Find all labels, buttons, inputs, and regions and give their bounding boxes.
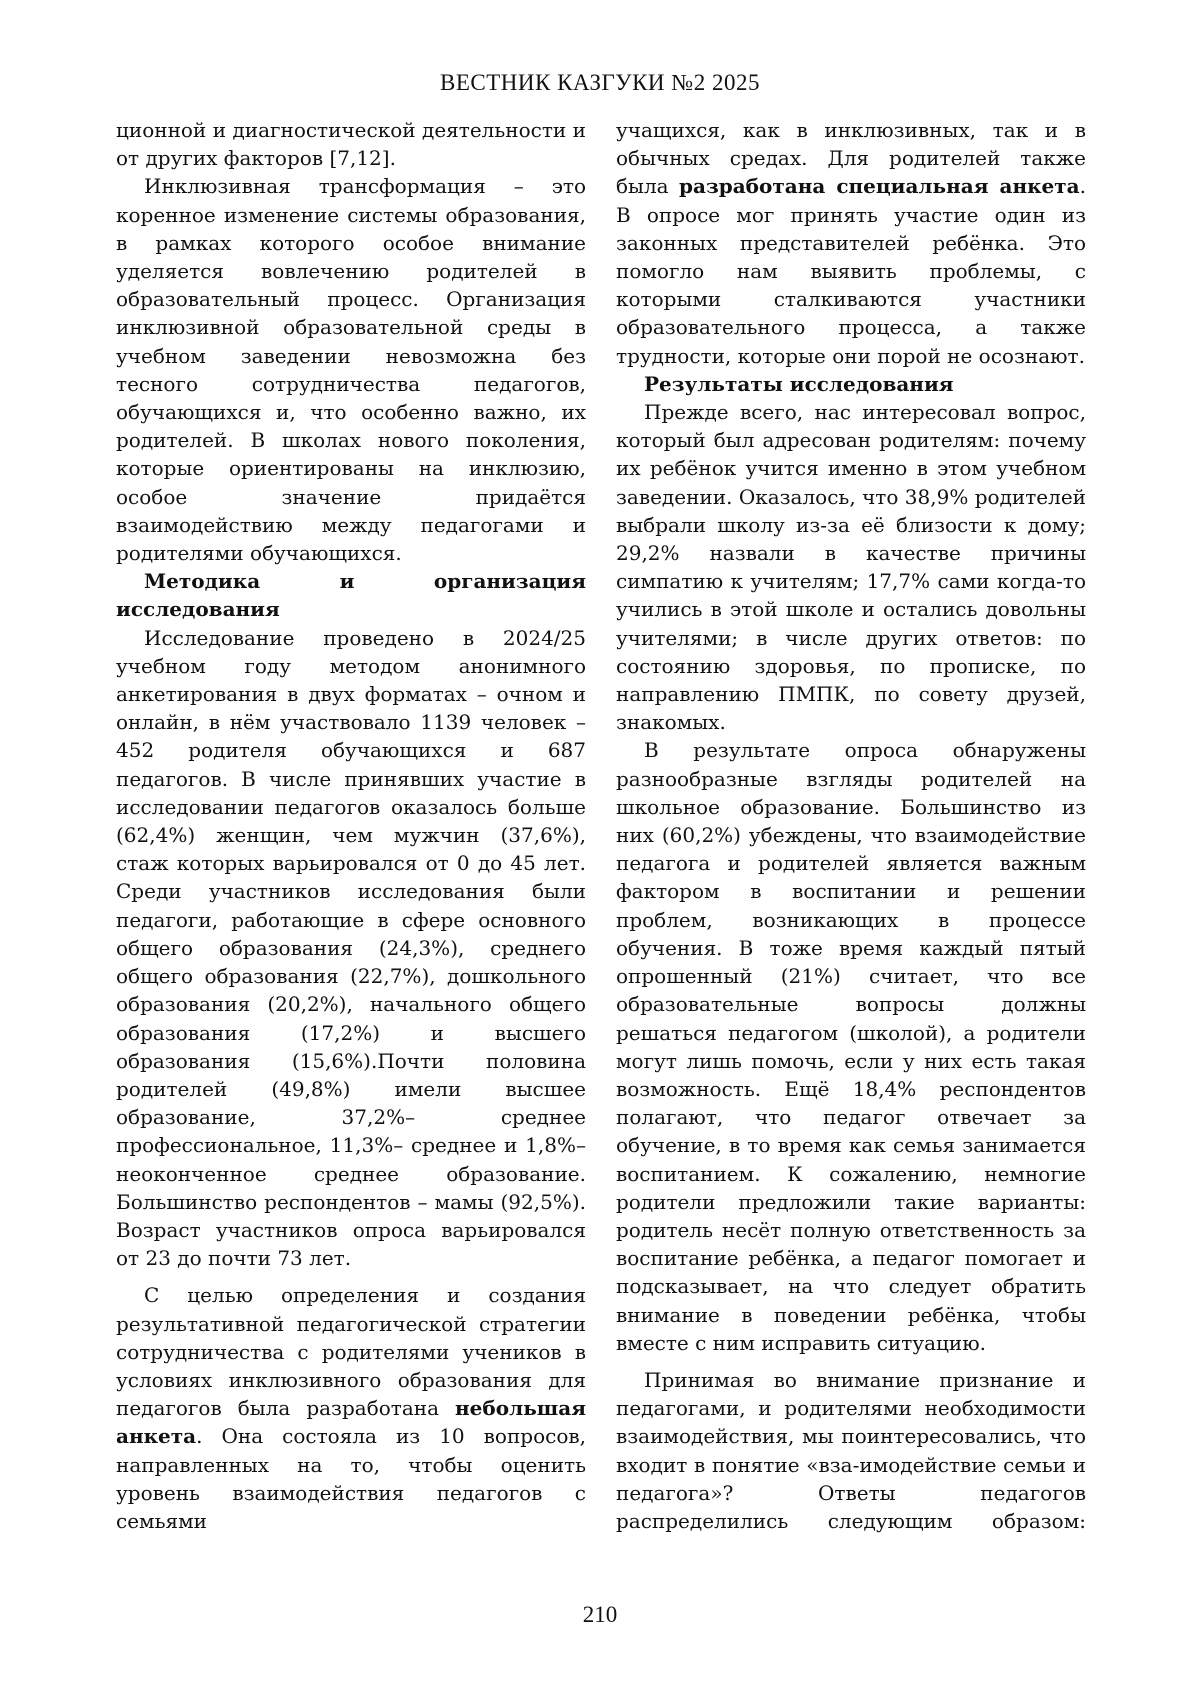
parent-survey-text-end: . В опросе мог принять участие один из законных представителей ребёнка. Это помогло нам выявить проблемы, с которыми сталкиваются участники образовательного процесса, а также трудности, которые они порой не осознают. [616, 174, 1086, 368]
heading-methodology: Методика и организация исследования [116, 569, 586, 622]
paragraph-questionnaire [116, 1281, 586, 1535]
left-column [116, 116, 586, 1535]
paragraph-parent-views: В результате опроса обнаружены разнообразные взгляды родителей на школьное образование. Большинство из них (60,2%) убеждены, что взаимодействие педагога и родителей является важным фактором в воспитании и решении проблем, возникающих в процессе обучения. В тоже время каждый пятый опрошенный (21%) считает, что все образовательные вопросы должны решаться педагогом (школой), а родители могут лишь помочь, если у них есть такая возможность. Ещё 18,4% респондентов полагают, что педагог отвечает за обучение, в то время как семья занимается воспитанием. К сожалению, немногие родители предложили такие варианты: родитель несёт полную ответственность за воспитание ребёнка, а педагог помогает и подсказывает, на что следует обратить внимание в поведении ребёнка, чтобы вместе с ним исправить ситуацию. [616, 738, 1086, 1355]
journal-header: ВЕСТНИК КАЗГУКИ №2 2025 [440, 70, 760, 95]
questionnaire-text-end: . Она состояла из 10 вопросов, направленных на то, чтобы оценить уровень взаимодействия педагогов с семьями [116, 1424, 586, 1533]
paragraph-interaction-concept: Принимая во внимание признание и педагогами, и родителями необходимости взаимодействия, мы поинтересовались, что входит в понятие «вза-имодействие семьи и педагога»? Ответы педагогов распределились следующим образом: [616, 1367, 1086, 1533]
paragraph-parent-survey [616, 116, 1086, 370]
right-column [616, 116, 1086, 1535]
parent-survey-bold-term: разработана специальная анкета [679, 174, 1080, 199]
paragraph-continuation: ционной и диагностической деятельности и от других факторов [7,12]. [116, 118, 586, 171]
parent-survey-text-start: учащихся, как в инклюзивных, так и в обычных средах. Для родителей также была [616, 118, 1086, 199]
paragraph-school-choice: Прежде всего, нас интересовал вопрос, который был адресован родителям: почему их ребёнок учится именно в этом учебном заведении. Оказалось, что 38,9% родителей выбрали школу из-за её близости к дому; 29,2% назвали в качестве причины симпатию к учителям; 17,7% сами когда-то учились в этой школе и остались довольны учителями; в числе других ответов: по состоянию здоровья, по прописке, по направлению ПМПК, по совету друзей, знакомых. [616, 400, 1086, 735]
paragraph-study-description: Исследование проведено в 2024/25 учебном году методом анонимного анкетирования в двух форматах – очном и онлайн, в нём участвовало 1139 человек – 452 родителя обучающихся и 687 педагогов. В числе принявших участие в исследовании педагогов оказалось больше (62,4%) женщин, чем мужчин (37,6%), стаж которых варьировался от 0 до 45 лет. Среди участников исследования были педагоги, работающие в сфере основного общего образования (24,3%), среднего общего образования (22,7%), дошкольного образования (20,2%), начального общего образования (17,2%) и высшего образования (15,6%).Почти половина родителей (49,8%) имели высшее образование, 37,2%– среднее профессиональное, 11,3%– среднее и 1,8%– неоконченное среднее образование. Большинство респондентов – мамы (92,5%). Возраст участников опроса варьировался от 23 до почти 73 лет. [116, 625, 586, 1271]
questionnaire-text-start: С целью определения и создания результативной педагогической стратегии сотрудничества с родителями учеников в условиях инклюзивного образования для педагогов была разработана [116, 1283, 586, 1421]
page-number: 210 [582, 1602, 618, 1627]
questionnaire-bold-term: небольшая анкета [116, 1396, 586, 1449]
heading-results: Результаты исследования [644, 371, 954, 396]
paragraph-inclusive-transformation: Инклюзивная трансформация – это коренное изменение системы образования, в рамках которого особое внимание уделяется вовлечению родителей в образовательный процесс. Организация инклюзивной образовательной среды в учебном заведении невозможна без тесного сотрудничества педагогов, обучающихся и, что особенно важно, их родителей. В школах нового поколения, которые ориентированы на инклюзию, особое значение придаётся взаимодействию между педагогами и родителями обучающихся. [116, 174, 586, 566]
